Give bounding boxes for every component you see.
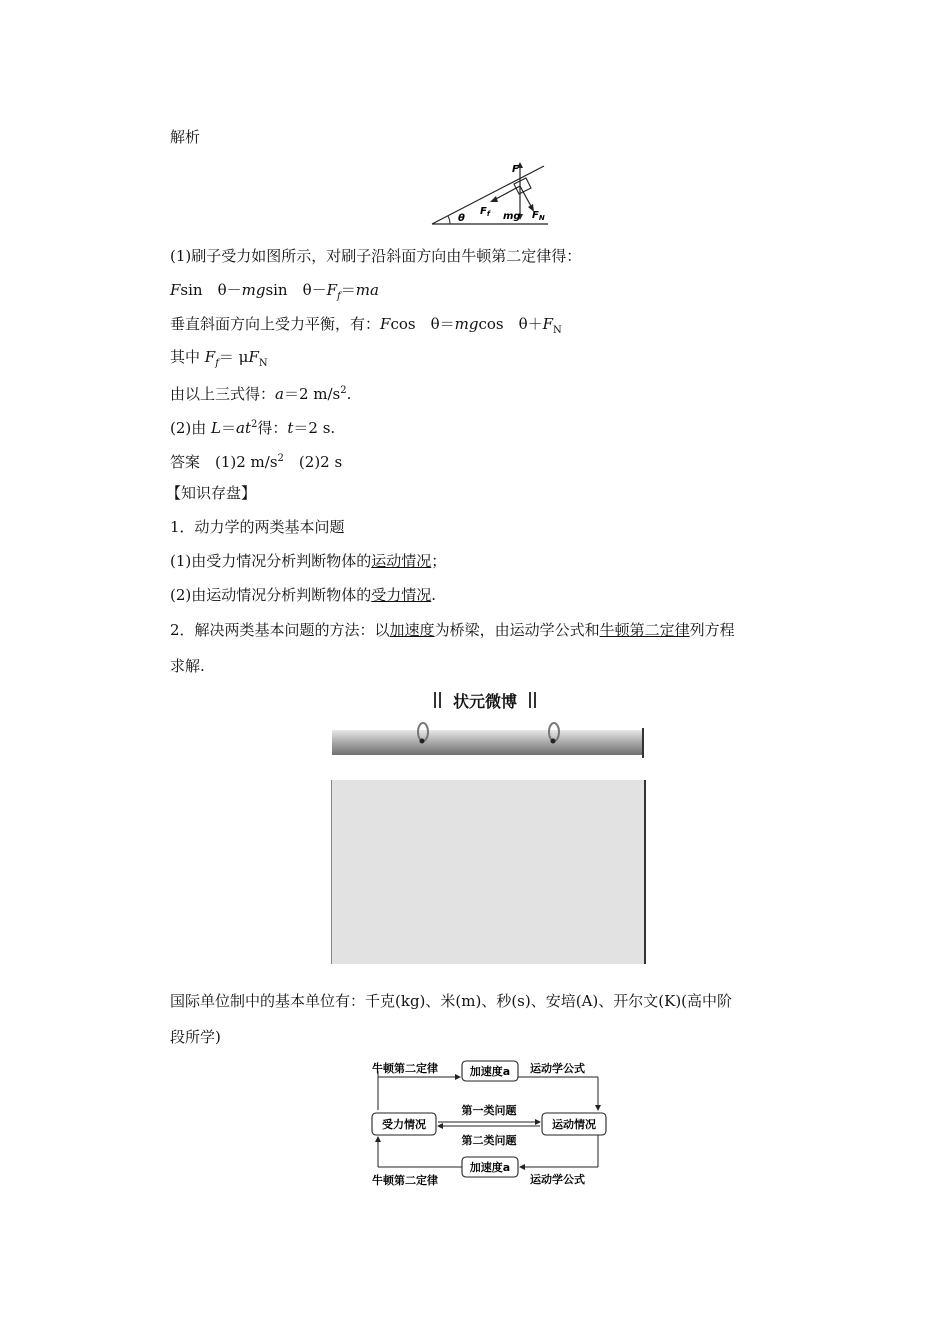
units-line-1: 国际单位制中的基本单位有：千克(kg)、米(m)、秒(s)、安培(A)、开尔文(K)(高中阶	[170, 992, 733, 1010]
flow-top-box: 加速度a	[469, 1065, 511, 1078]
weibo-title: 状元微博	[420, 688, 550, 712]
knowledge-item-2-cont: 求解.	[170, 657, 205, 675]
FN-label: $F_N$	[532, 210, 545, 222]
flow-mid-top-label: 第一类问题	[461, 1104, 517, 1117]
Ff-label: $F_f$	[480, 206, 490, 218]
knowledge-item-2: 2．解决两类基本问题的方法：以加速度为桥梁，由运动学公式和牛顿第二定律列方程	[170, 621, 735, 639]
flow-left-box: 受力情况	[382, 1118, 426, 1131]
flow-top-left-label: 牛顿第二定律	[372, 1062, 438, 1075]
solution-line-5: 由以上三式得：a＝2 $m/s^2$.	[170, 385, 352, 403]
solution-line-4: 其中 $F_f= \mu F_N$	[170, 348, 268, 369]
flow-diagram	[368, 1056, 610, 1190]
flow-top-right-label: 运动学公式	[530, 1062, 585, 1075]
knowledge-item-1b: (2)由运动情况分析判断物体的受力情况.	[170, 586, 437, 604]
knowledge-item-1: 1．动力学的两类基本问题	[170, 518, 345, 536]
knowledge-item-1a: (1)由受力情况分析判断物体的运动情况；	[170, 552, 447, 570]
analysis-heading: 解析	[170, 128, 201, 146]
mg-label: mg	[503, 211, 521, 222]
flow-right-box: 运动情况	[552, 1118, 596, 1131]
flow-bottom-box: 加速度a	[469, 1161, 511, 1174]
scroll-rod	[330, 718, 648, 760]
solution-line-3: 垂直斜面方向上受力平衡，有：Fcos θ＝mgcos $\theta+F_N$	[170, 315, 562, 336]
answer-line: 答案 (1)2 $m/s^2$ (2)2 s	[170, 453, 343, 471]
knowledge-heading: 【知识存盘】	[166, 484, 257, 502]
flow-bottom-left-label: 牛顿第二定律	[372, 1174, 438, 1187]
solution-line-6: (2)由 $L=at^2$得：t＝2 s.	[170, 419, 336, 437]
theta-label: θ	[458, 213, 465, 224]
solution-line-1: (1)刷子受力如图所示，对刷子沿斜面方向由牛顿第二定律得：	[170, 247, 582, 265]
weibo-panel	[331, 780, 646, 964]
flow-mid-bottom-label: 第二类问题	[461, 1134, 517, 1147]
force-diagram	[430, 158, 550, 228]
flow-bottom-right-label: 运动学公式	[530, 1173, 585, 1186]
units-line-2: 段所学)	[170, 1028, 221, 1046]
F-label: F	[512, 164, 519, 175]
title-bar-right	[529, 692, 536, 708]
title-bar-left	[434, 692, 441, 708]
solution-line-2: Fsin θ－mgsin $\theta-F_f=ma$	[170, 281, 379, 302]
